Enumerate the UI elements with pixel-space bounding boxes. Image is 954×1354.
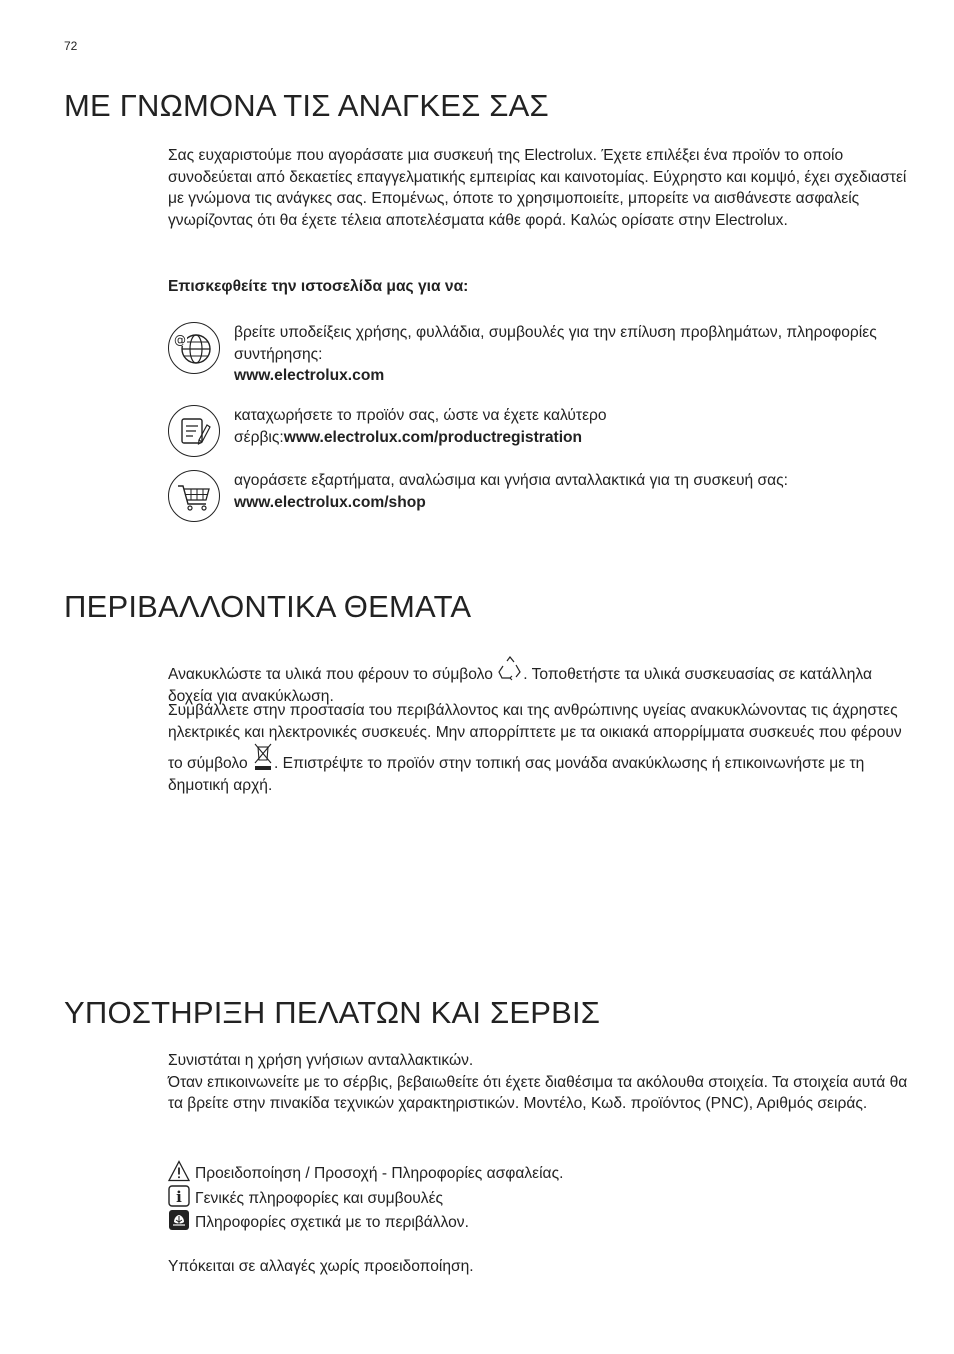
legend-environment [168, 1209, 469, 1234]
section-title-environment: ΠΕΡΙΒΑΛΛΟΝΤΙΚΑ ΘΕΜΑΤΑ [64, 589, 472, 624]
weee-paragraph [168, 700, 913, 796]
shop-link[interactable]: www.electrolux.com/shop [234, 493, 426, 511]
registration-link[interactable]: www.electrolux.com/productregistration [283, 428, 583, 446]
environment-leaf-icon [168, 1209, 190, 1231]
registration-form-icon [168, 405, 220, 457]
info-icon [168, 1185, 190, 1207]
support-paragraph: Συνιστάται η χρήση γνήσιων ανταλλακτικών. Όταν επικοινωνείτε με το σέρβις, βεβαιωθείτε ότι έχετε διαθέσιμα τα ακόλουθα στοιχεία. Τα στοιχεία αυτά θα τα βρείτε στην πινακίδα τεχνικών χαρακτηριστικών. Μοντέλο, Κωδ. προϊόντος (PNC), Αριθμός σειράς. [168, 1052, 908, 1113]
legend-environment-text: Πληροφορίες σχετικά με το περιβάλλον. [195, 1214, 469, 1231]
legend-info-text: Γενικές πληροφορίες και συμβουλές [195, 1190, 444, 1207]
section-title-needs: ΜΕ ΓΝΩΜΟΝΑ ΤΙΣ ΑΝΑΓΚΕΣ ΣΑΣ [64, 88, 549, 123]
crossed-bin-icon [252, 743, 274, 771]
recycling-text-before: Ανακυκλώστε τα υλικά που φέρουν το σύμβολο [168, 666, 493, 683]
website-item-text [234, 322, 914, 387]
website-item-text [234, 470, 914, 513]
recycle-icon [497, 656, 523, 682]
shop-description: αγοράσετε εξαρτήματα, αναλώσιμα και γνήσια ανταλλακτικά για τη συσκευή σας: [234, 472, 788, 489]
section-title-support: ΥΠΟΣΤΗΡΙΞΗ ΠΕΛΑΤΩΝ ΚΑΙ ΣΕΡΒΙΣ [64, 995, 601, 1030]
website-item-text [234, 405, 914, 448]
shopping-cart-icon [168, 470, 220, 522]
visit-website-label: Επισκεφθείτε την ιστοσελίδα μας για να: [168, 278, 469, 295]
footer-notice: Υπόκειται σε αλλαγές χωρίς προειδοποίηση. [168, 1258, 474, 1275]
registration-description: καταχωρήσετε το προϊόν σας, ώστε να έχετε καλύτερο σέρβις: [234, 407, 607, 446]
support-link[interactable]: www.electrolux.com [234, 367, 385, 385]
legend-warning [168, 1160, 563, 1185]
legend-warning-text: Προειδοποίηση / Προσοχή - Πληροφορίες ασφαλείας. [195, 1165, 564, 1182]
warning-triangle-icon [168, 1160, 190, 1182]
svg-text:i: i [176, 1188, 182, 1206]
recycling-text-after: . Τοποθετήστε τα υλικά συσκευασίας σε κατάλληλα δοχεία για ανακύκλωση. [168, 666, 872, 705]
weee-text-after: . Επιστρέψτε το προϊόν στην τοπική σας μονάδα ανακύκλωσης ή επικοινωνήστε με τη δημοτική αρχή. [168, 755, 865, 794]
legend-info [168, 1185, 443, 1210]
svg-text:@: @ [174, 333, 186, 347]
support-description: βρείτε υποδείξεις χρήσης, φυλλάδια, συμβουλές για την επίλυση προβλημάτων, πληροφορίες συντήρησης: [234, 324, 877, 363]
page-number: 72 [64, 39, 78, 53]
weee-text-before: Συμβάλλετε στην προστασία του περιβάλλοντος και της ανθρώπινης υγείας ανακυκλώνοντας τις άχρηστες ηλεκτρικές και ηλεκτρονικές συσκευές. Μην απορρίπτετε με τα οικιακά απορρίμματα συσκευές που φέρουν το σύμβολο [168, 702, 902, 773]
intro-paragraph: Σας ευχαριστούμε που αγοράσατε μια συσκευή της Electrolux. Έχετε επιλέξει ένα προϊόν το οποίο συνοδεύεται από δεκαετίες επαγγελματικής εμπειρίας και καινοτομίας. Εύχρηστο και κομψό, έχει σχεδιαστεί με γνώμονα τις ανάγκες σας. Επομένως, όποτε το χρησιμοποιείτε, μπορείτε να αισθάνεστε ασφαλείς γνωρίζοντας ότι θα έχετε τέλεια αποτελέσματα κάθε φορά. Καλώς ορίσατε στην Electrolux. [168, 147, 907, 229]
globe-at-icon [168, 322, 220, 374]
